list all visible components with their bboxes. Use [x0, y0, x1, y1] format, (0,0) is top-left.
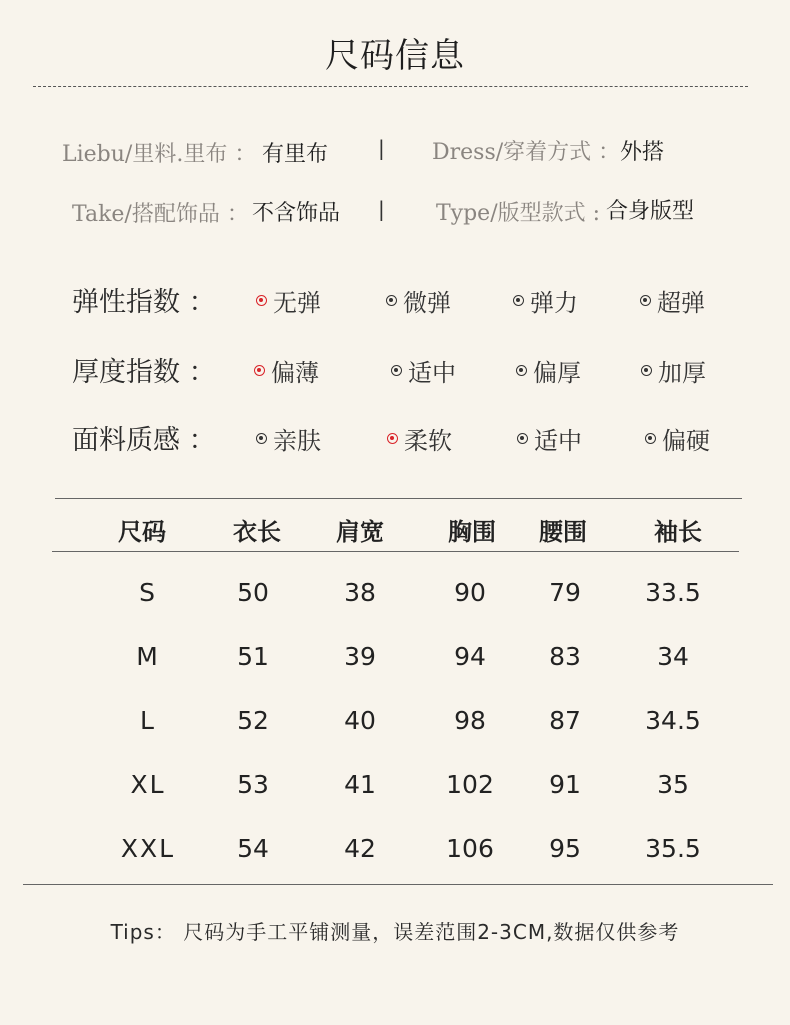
- table-header-cell: 尺码: [118, 518, 166, 546]
- measurement-cell: 102: [446, 770, 494, 799]
- measurement-cell: 34: [657, 642, 689, 671]
- attribute-option-label: 偏薄: [271, 359, 319, 387]
- attribute-label: 弹性指数 ：: [72, 287, 216, 318]
- attribute-option: [641, 353, 706, 388]
- attribute-option: [256, 283, 321, 318]
- size-cell: XL: [130, 770, 166, 799]
- radio-icon: [517, 433, 528, 444]
- measurement-cell: 34.5: [645, 706, 701, 735]
- measurement-cell: 98: [454, 706, 486, 735]
- attribute-option-label: 无弹: [273, 289, 321, 317]
- take-label: Take/搭配饰品 ：: [72, 202, 249, 227]
- dress-label: Dress/穿着方式 ：: [432, 140, 621, 165]
- tips-note: Tips： 尺码为手工平铺测量，误差范围2-3CM,数据仅供参考: [110, 920, 680, 944]
- attribute-option-label: 亲肤: [273, 427, 321, 455]
- measurement-cell: 87: [549, 706, 581, 735]
- measurement-cell: 40: [344, 706, 376, 735]
- table-bottom-rule: [23, 884, 773, 885]
- attribute-option: [391, 353, 456, 388]
- measurement-cell: 42: [344, 834, 376, 863]
- table-top-rule: [55, 498, 742, 499]
- attribute-option-label: 适中: [534, 427, 582, 455]
- measurement-cell: 90: [454, 578, 486, 607]
- selected-radio-icon: [256, 295, 267, 306]
- size-cell: L: [140, 706, 156, 735]
- attribute-option-label: 超弹: [657, 289, 705, 317]
- attribute-option: [513, 283, 578, 318]
- measurement-cell: 51: [237, 642, 269, 671]
- table-header-cell: 胸围: [448, 518, 496, 546]
- attribute-option-label: 加厚: [658, 359, 706, 387]
- attribute-option: [254, 353, 319, 388]
- radio-icon: [641, 365, 652, 376]
- measurement-cell: 33.5: [645, 578, 701, 607]
- table-header-cell: 袖长: [654, 518, 702, 546]
- selected-radio-icon: [387, 433, 398, 444]
- meta-separator: |: [378, 197, 385, 221]
- attribute-option: [386, 283, 451, 318]
- radio-icon: [645, 433, 656, 444]
- measurement-cell: 94: [454, 642, 486, 671]
- measurement-cell: 35.5: [645, 834, 701, 863]
- attribute-option: [645, 421, 710, 456]
- table-header-cell: 肩宽: [336, 518, 384, 546]
- attribute-option-label: 微弹: [403, 289, 451, 317]
- measurement-cell: 106: [446, 834, 494, 863]
- measurement-cell: 38: [344, 578, 376, 607]
- radio-icon: [391, 365, 402, 376]
- take-value: 不含饰品: [252, 201, 341, 226]
- attribute-option-label: 弹力: [530, 289, 578, 317]
- measurement-cell: 35: [657, 770, 689, 799]
- type-label: Type/版型款式 :: [436, 201, 601, 226]
- attribute-label: 厚度指数 ：: [72, 357, 216, 388]
- table-header-cell: 腰围: [539, 518, 587, 546]
- radio-icon: [513, 295, 524, 306]
- measurement-cell: 53: [237, 770, 269, 799]
- attribute-option-label: 柔软: [404, 427, 452, 455]
- radio-icon: [386, 295, 397, 306]
- measurement-cell: 39: [344, 642, 376, 671]
- attribute-option: [387, 421, 452, 456]
- meta-separator: |: [378, 136, 385, 160]
- page-title: 尺码信息: [325, 36, 465, 76]
- lining-value: 有里布: [262, 142, 329, 167]
- table-header-rule: [52, 551, 739, 552]
- type-value: 合身版型: [606, 199, 695, 224]
- radio-icon: [256, 433, 267, 444]
- measurement-cell: 54: [237, 834, 269, 863]
- radio-icon: [640, 295, 651, 306]
- attribute-label: 面料质感 ：: [72, 425, 216, 456]
- size-cell: M: [136, 642, 160, 671]
- attribute-option: [256, 421, 321, 456]
- table-header-cell: 衣长: [233, 518, 281, 546]
- measurement-cell: 79: [549, 578, 581, 607]
- size-cell: XXL: [120, 834, 176, 863]
- attribute-option: [640, 283, 705, 318]
- radio-icon: [516, 365, 527, 376]
- title-divider: [33, 86, 748, 87]
- size-cell: S: [139, 578, 157, 607]
- attribute-option-label: 适中: [408, 359, 456, 387]
- measurement-cell: 95: [549, 834, 581, 863]
- lining-label: Liebu/里料.里布 ：: [62, 142, 257, 167]
- attribute-option: [517, 421, 582, 456]
- measurement-cell: 52: [237, 706, 269, 735]
- attribute-option-label: 偏硬: [662, 427, 710, 455]
- selected-radio-icon: [254, 365, 265, 376]
- measurement-cell: 83: [549, 642, 581, 671]
- measurement-cell: 91: [549, 770, 581, 799]
- measurement-cell: 41: [344, 770, 376, 799]
- measurement-cell: 50: [237, 578, 269, 607]
- attribute-option-label: 偏厚: [533, 359, 581, 387]
- attribute-option: [516, 353, 581, 388]
- dress-value: 外搭: [620, 140, 665, 165]
